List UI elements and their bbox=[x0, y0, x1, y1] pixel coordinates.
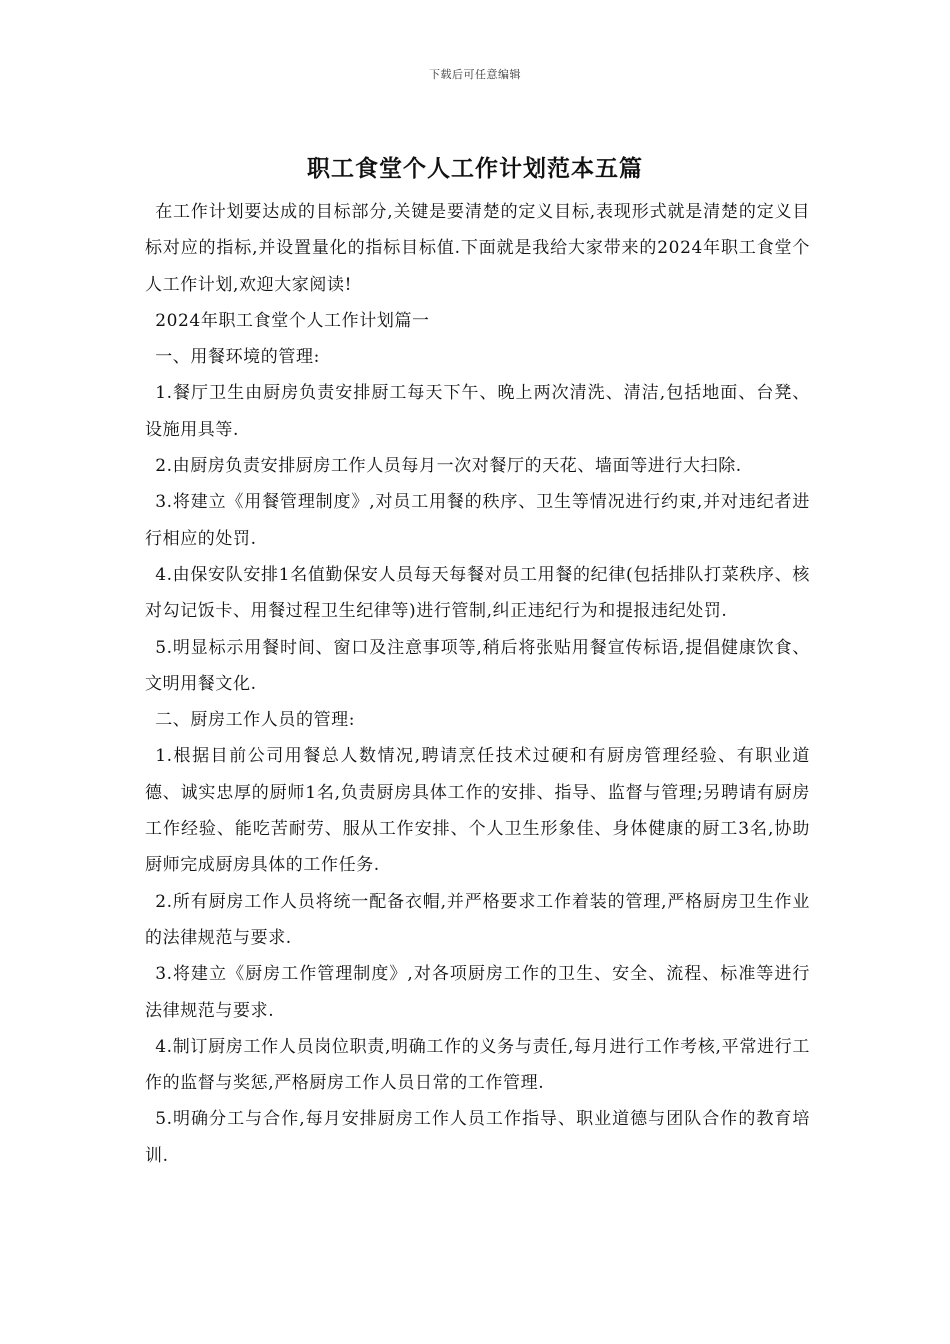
list-item: 5.明显标示用餐时间、窗口及注意事项等,稍后将张贴用餐宣传标语,提倡健康饮食、文明用餐文化. bbox=[145, 637, 810, 694]
list-item: 3.将建立《厨房工作管理制度》,对各项厨房工作的卫生、安全、流程、标准等进行法律规范与要求. bbox=[145, 964, 810, 1021]
list-item: 1.根据目前公司用餐总人数情况,聘请烹任技术过硬和有厨房管理经验、有职业道德、诚实忠厚的厨师1名,负责厨房具体工作的安排、指导、监督与管理;另聘请有厨房工作经验、能吃苦耐劳、服从工作安排、个人卫生形象佳、身体健康的厨工3名,协助厨师完成厨房具体的工作任务. bbox=[145, 746, 810, 876]
list-item: 2.由厨房负责安排厨房工作人员每月一次对餐厅的天花、墙面等进行大扫除. bbox=[155, 456, 742, 477]
header-note: 下载后可任意编辑 bbox=[429, 68, 521, 81]
list-item: 4.制订厨房工作人员岗位职责,明确工作的义务与责任,每月进行工作考核,平常进行工作的监督与奖惩,严格厨房工作人员日常的工作管理. bbox=[145, 1036, 810, 1094]
subsection-heading: 二、厨房工作人员的管理: bbox=[155, 710, 356, 731]
intro-paragraph: 在工作计划要达成的目标部分,关键是要清楚的定义目标,表现形式就是清楚的定义目标对应的指标,并设置量化的指标目标值.下面就是我给大家带来的2024年职工食堂个人工作计划,欢迎大家阅读! bbox=[145, 202, 810, 295]
list-item: 4.由保安队安排1名值勤保安人员每天每餐对员工用餐的纪律(包括排队打菜秩序、核对勾记饭卡、用餐过程卫生纪律等)进行管制,纠正违纪行为和提报违纪处罚. bbox=[145, 564, 810, 622]
document-body bbox=[145, 194, 810, 1174]
document-title: 职工食堂个人工作计划范本五篇 bbox=[307, 155, 643, 182]
list-item: 5.明确分工与合作,每月安排厨房工作人员工作指导、职业道德与团队合作的教育培训. bbox=[145, 1109, 810, 1166]
list-item: 3.将建立《用餐管理制度》,对员工用餐的秩序、卫生等情况进行约束,并对违纪者进行相应的处罚. bbox=[145, 492, 810, 549]
list-item: 2.所有厨房工作人员将统一配备衣帽,并严格要求工作着装的管理,严格厨房卫生作业的法律规范与要求. bbox=[145, 891, 810, 948]
list-item: 1.餐厅卫生由厨房负责安排厨工每天下午、晚上两次清洗、清洁,包括地面、台凳、设施用具等. bbox=[145, 383, 810, 440]
subsection-heading: 一、用餐环境的管理: bbox=[155, 347, 320, 368]
section-heading: 2024年职工食堂个人工作计划篇一 bbox=[155, 310, 430, 331]
